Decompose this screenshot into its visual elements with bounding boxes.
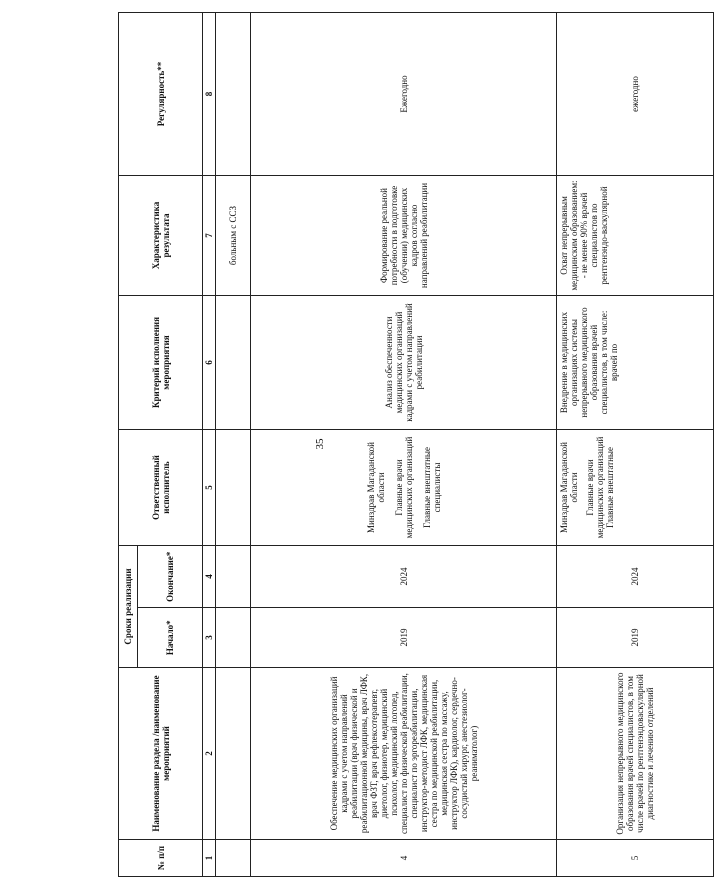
column-number: 2 <box>203 667 215 839</box>
measures-table <box>118 12 714 877</box>
column-number: 5 <box>203 429 215 545</box>
column-number: 1 <box>203 839 215 876</box>
header-name: Наименование раздела /наименование мероприятий <box>119 667 202 839</box>
responsible-line: Главные врачи медицинских организаций <box>393 436 414 539</box>
table-row <box>251 13 557 876</box>
header-start: Начало* <box>138 607 202 667</box>
header-regularity: Регулярность** <box>155 61 166 127</box>
regularity: Ежегодно <box>398 75 409 113</box>
end-year: 2024 <box>251 545 556 607</box>
column-number: 7 <box>203 175 215 295</box>
table-row-continuation <box>216 13 251 876</box>
start-year: 2019 <box>557 607 713 667</box>
table-header-row <box>119 13 203 876</box>
table-row <box>557 13 713 876</box>
responsible-line: Минздрав Магаданской области <box>559 442 579 533</box>
continuation-result: больным с ССЗ <box>216 175 250 295</box>
responsible-executor <box>251 429 556 545</box>
execution-criterion: Анализ обеспеченности медицинских организаций кадрами с учетом направлений реабилитации <box>251 295 556 429</box>
responsible-executor <box>557 429 713 545</box>
start-year: 2019 <box>251 607 556 667</box>
row-number: 4 <box>251 839 556 876</box>
page-number: 35 <box>314 438 326 450</box>
header-end: Окончание* <box>165 551 175 602</box>
column-number: 6 <box>203 295 215 429</box>
header-responsible: Ответственный исполнитель <box>119 429 202 545</box>
result-characteristic: Охват непрерывным медицинским образованием: - не менее 90% врачей специалистов по рентгенэндо-васкулярной <box>557 175 713 295</box>
responsible-line: Главные внештатные <box>605 447 615 528</box>
responsible-line: Минздрав Магаданской области <box>365 442 386 533</box>
measure-name: Организация непрерывного медицинского образования врачей специалистов, в том числе врачей по рентгенэндоваскулярной диагностике и лечению отделений <box>557 667 713 839</box>
header-num: № п/п <box>119 839 202 876</box>
column-number: 4 <box>203 545 215 607</box>
responsible-line: Главные врачи медицинских организаций <box>585 436 605 539</box>
column-number: 8 <box>204 91 214 97</box>
header-criterion: Критерий исполнения мероприятия <box>119 295 202 429</box>
row-number: 5 <box>557 839 713 876</box>
responsible-line: Главные внештатные специалисты <box>421 447 442 528</box>
regularity: ежегодно <box>630 76 640 112</box>
measure-name: Обеспечение медицинских организаций кадрами с учетом направлений реабилитации (врач физической и реабилитационной медицины, врач ЛФК, врач ФЗТ, врач рефлексотерапевт, диетолог, физиотер, медицинский психолог, медицинский логопед, специалист по физической реабилитации, специалист по эргореабилитации, инструктор-методист ЛФК, медицинская сестра по медицинской реабилитации, медицинская сестра по массажу, инструктор ЛФК), кардиолог, сердечно-сосудистый хирург, анестезиолог-реаниматолог) <box>251 667 556 839</box>
column-numbers-row <box>203 13 216 876</box>
header-terms-group <box>119 545 202 667</box>
column-number: 3 <box>203 607 215 667</box>
header-terms: Сроки реализации <box>119 546 138 667</box>
result-characteristic: Формирование реальной потребности в подготовке (обучении) медицинских кадров согласно направлений реабилитации <box>251 175 556 295</box>
execution-criterion: Внедрение в медицинских организациях системы непрерывного медицинского образования врачей специалистов, в том числе: врачей по <box>557 295 713 429</box>
end-year: 2024 <box>557 545 713 607</box>
header-result: Характеристика результата <box>119 175 202 295</box>
